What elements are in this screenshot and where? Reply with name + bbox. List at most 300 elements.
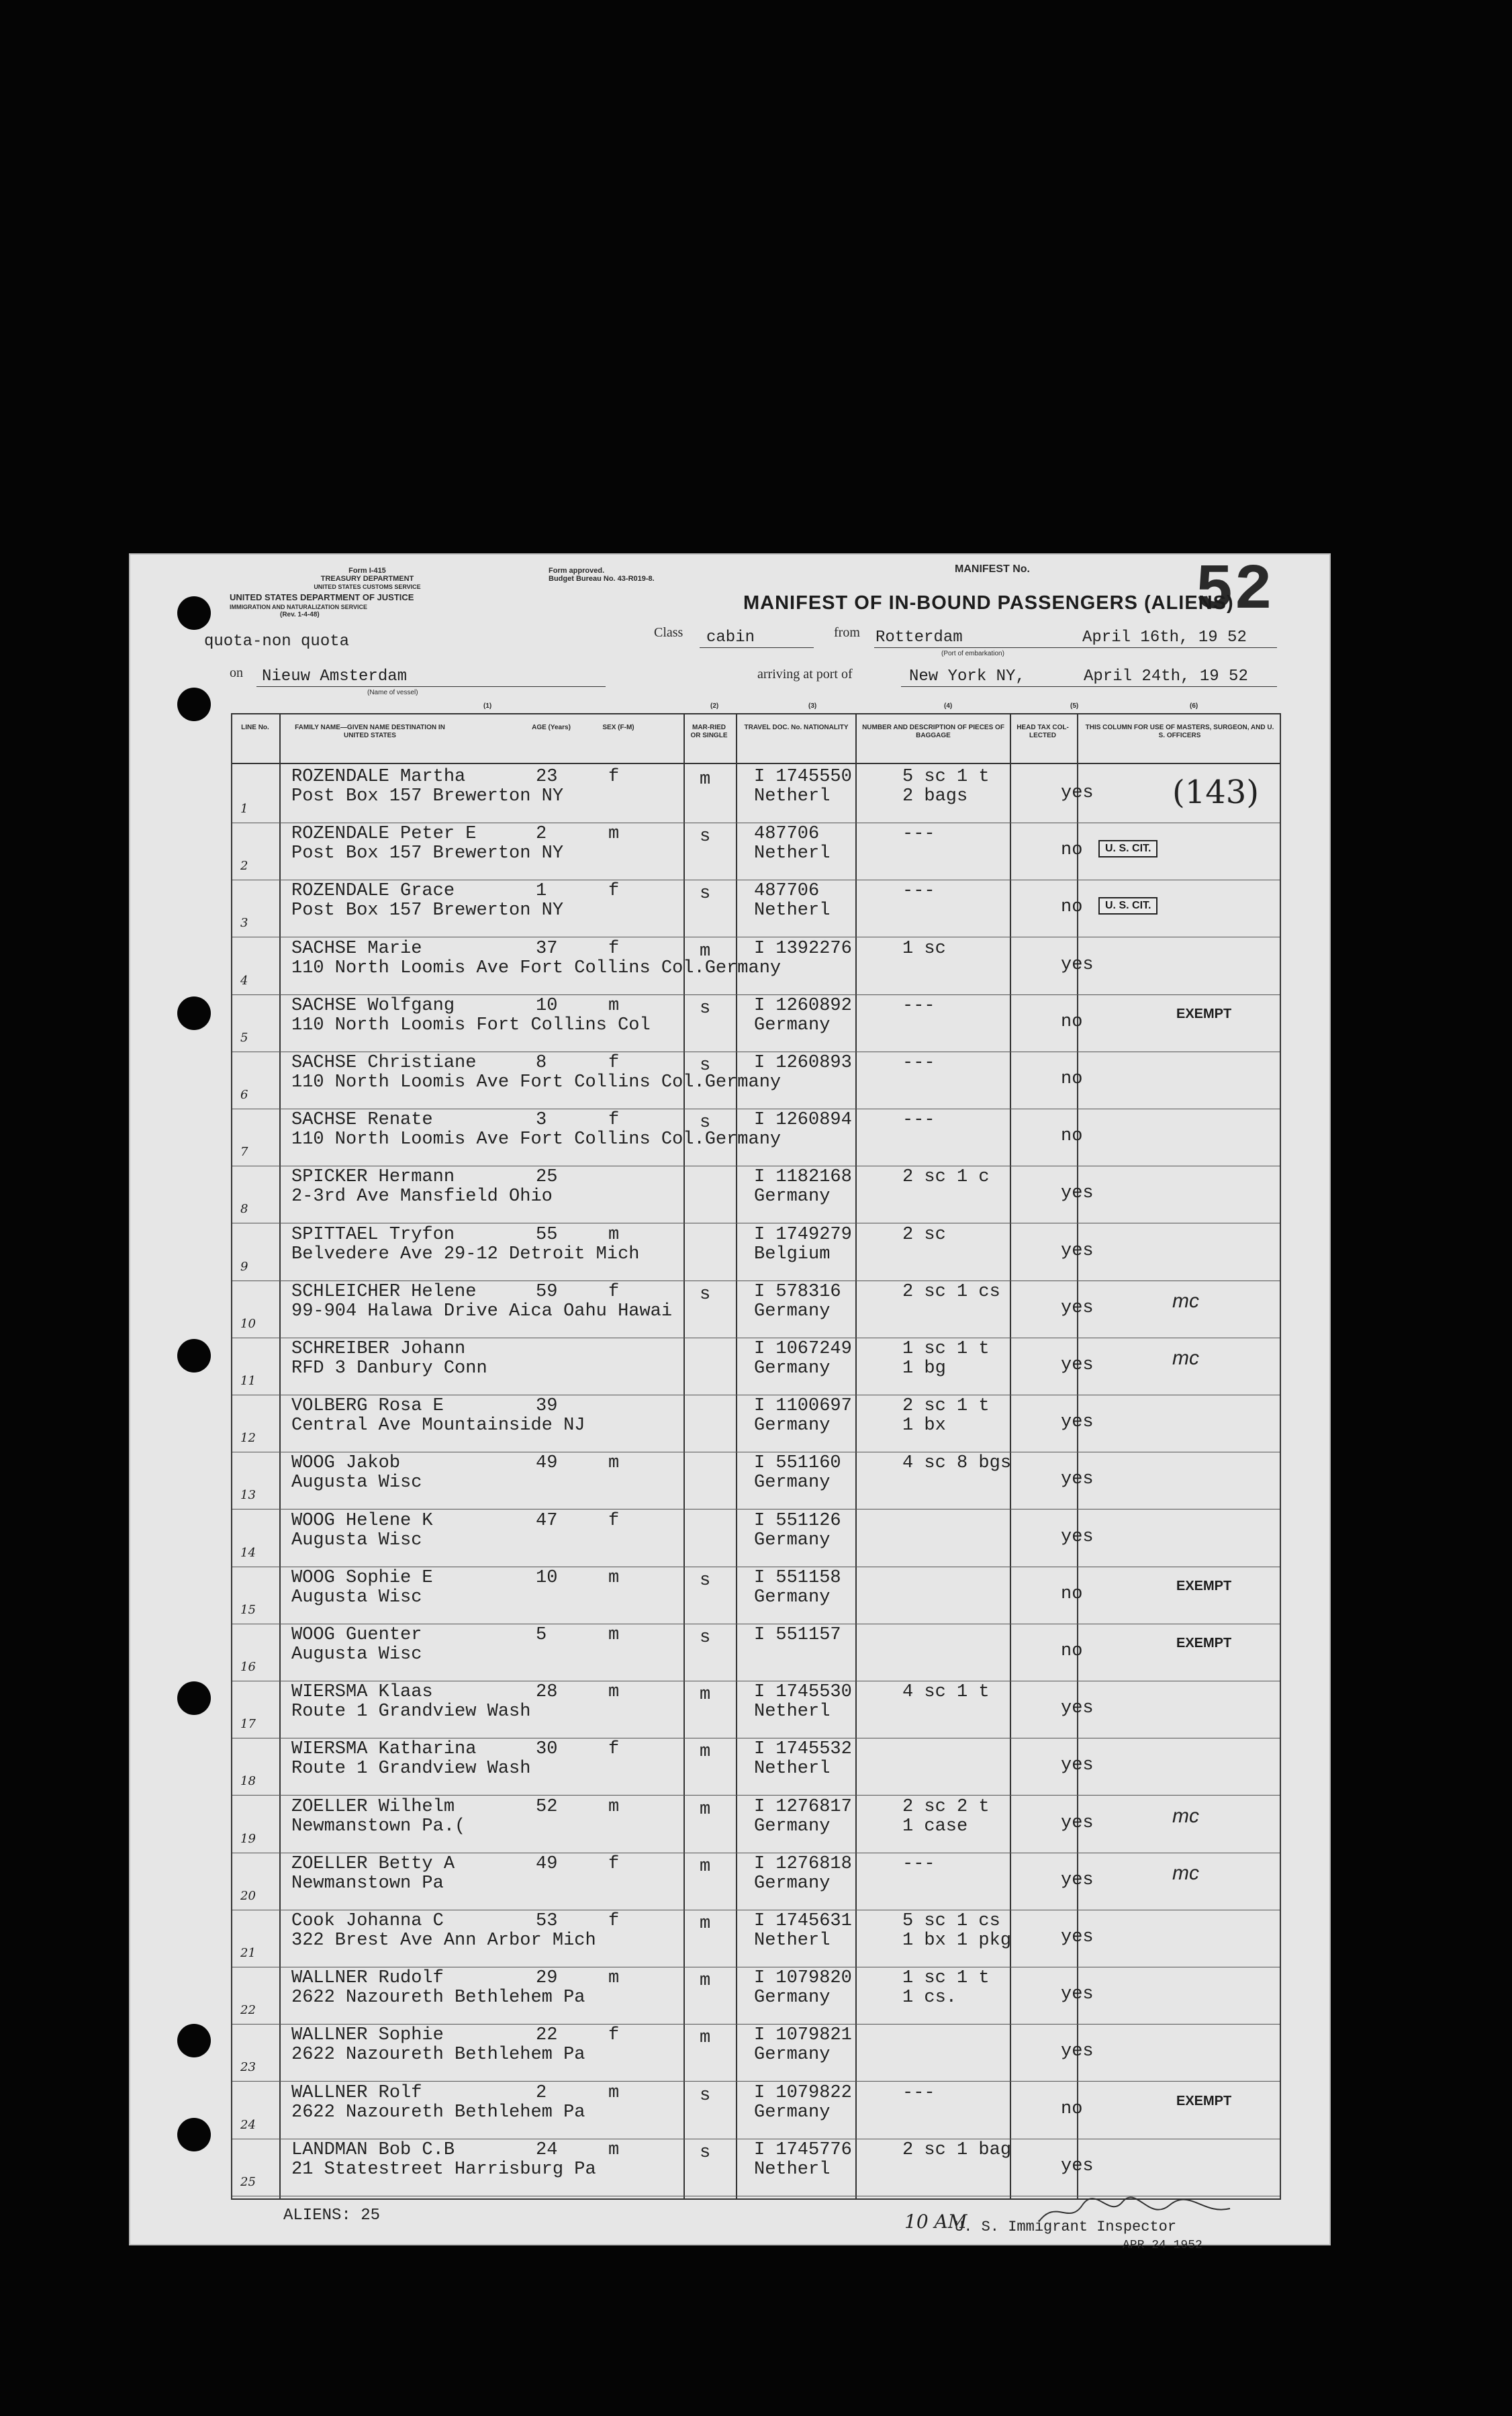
baggage: 2 sc 1 c	[902, 1167, 990, 1188]
line-number: 21	[240, 1946, 256, 1960]
head-tax: yes	[1061, 1183, 1094, 1204]
passenger-name: WOOG Sophie E	[291, 1567, 433, 1588]
officer-remark: EXEMPT	[1176, 2093, 1232, 2108]
officer-remark: mc	[1172, 1347, 1199, 1369]
head-tax: no	[1061, 2098, 1083, 2119]
table-row	[232, 764, 1280, 823]
line-number: 5	[240, 1030, 248, 1045]
baggage: 2 sc 1 bag	[902, 2139, 1012, 2160]
table-row	[232, 1279, 1280, 1338]
col-num-3: (3)	[808, 702, 817, 710]
nationality: Germany	[754, 1988, 831, 2008]
age: 37	[536, 938, 558, 959]
age: 10	[536, 1567, 558, 1588]
passenger-name: WOOG Guenter	[291, 1625, 422, 1645]
head-tax: yes	[1061, 1812, 1094, 1833]
nationality: Netherl	[754, 843, 831, 864]
travel-doc-number: I 1100697	[754, 1396, 852, 1417]
col-num-5: (5)	[1070, 702, 1079, 710]
officer-remark: U. S. CIT.	[1098, 840, 1157, 857]
age: 5	[536, 1625, 547, 1645]
age: 52	[536, 1796, 558, 1817]
nationality: Netherl	[754, 1702, 831, 1722]
baggage: ---	[902, 1053, 935, 1073]
nationality: Germany	[754, 1816, 831, 1837]
age: 29	[536, 1968, 558, 1989]
age: 49	[536, 1853, 558, 1874]
punch-hole	[177, 2118, 211, 2151]
age: 59	[536, 1281, 558, 1302]
nationality: Germany	[754, 1873, 831, 1894]
head-tax: yes	[1061, 2041, 1094, 2062]
travel-doc-number: I 1745532	[754, 1739, 852, 1760]
head-tax: yes	[1061, 1412, 1094, 1433]
table-row	[232, 1794, 1280, 1853]
marital-status: s	[700, 827, 711, 847]
sex: f	[608, 1110, 620, 1131]
travel-doc-number: I 1067249	[754, 1339, 852, 1359]
manifest-no-label: MANIFEST No.	[955, 563, 1030, 575]
vessel-note: (Name of vessel)	[367, 689, 418, 696]
nationality: Germany	[754, 1358, 831, 1379]
line-number: 3	[240, 916, 248, 931]
table-row	[232, 1050, 1280, 1109]
sex: m	[608, 2139, 620, 2160]
punch-hole	[177, 2024, 211, 2057]
from-label: from	[834, 625, 860, 640]
sex: m	[608, 1567, 620, 1588]
passenger-name: SCHREIBER Johann	[291, 1339, 466, 1359]
passenger-name: ZOELLER Wilhelm	[291, 1796, 455, 1817]
nationality: Germany	[754, 1587, 831, 1608]
destination: 2622 Nazoureth Bethlehem Pa	[291, 2045, 585, 2065]
passenger-name: SPITTAEL Tryfon	[291, 1224, 455, 1245]
sex: f	[608, 881, 620, 902]
passenger-name: SACHSE Christiane	[291, 1053, 477, 1073]
table-row	[232, 1679, 1280, 1738]
destination: Post Box 157 Brewerton NY	[291, 900, 564, 921]
baggage: 5 sc 1 cs	[902, 1911, 1000, 1931]
line-number: 17	[240, 1717, 256, 1732]
nationality: Netherl	[754, 1759, 831, 1779]
nationality: Netherl	[754, 900, 831, 921]
officer-remark: mc	[1172, 1289, 1199, 1312]
vessel-name: Nieuw Amsterdam	[262, 667, 408, 686]
age: 39	[536, 1396, 558, 1417]
head-tax: no	[1061, 1011, 1083, 1032]
line-number: 7	[240, 1145, 248, 1160]
passenger-name: WALLNER Rudolf	[291, 1968, 444, 1989]
marital-status: m	[700, 1971, 711, 1992]
line-number: 16	[240, 1660, 256, 1674]
destination: 322 Brest Ave Ann Arbor Mich	[291, 1931, 596, 1951]
marital-status: s	[700, 1284, 711, 1305]
table-row	[232, 1107, 1280, 1166]
sex: m	[608, 2082, 620, 2103]
sex: m	[608, 1224, 620, 1245]
arriving-label: arriving at port of	[757, 667, 853, 682]
table-row	[232, 1450, 1280, 1509]
sex: f	[608, 1853, 620, 1874]
arrival-underline	[901, 686, 1277, 687]
travel-doc-number: I 551158	[754, 1567, 841, 1588]
destination: RFD 3 Danbury Conn	[291, 1358, 487, 1379]
punch-hole	[177, 996, 211, 1030]
line-number: 9	[240, 1259, 248, 1274]
age: 10	[536, 995, 558, 1016]
col-num-4: (4)	[944, 702, 953, 710]
line-number: 15	[240, 1602, 256, 1617]
officer-remark: EXEMPT	[1176, 1006, 1232, 1021]
col-num-1: (1)	[483, 702, 492, 710]
baggage: ---	[902, 995, 935, 1016]
travel-doc-number: I 1260892	[754, 995, 852, 1016]
sex: m	[608, 1625, 620, 1645]
age: 1	[536, 881, 547, 902]
travel-doc-number: I 578316	[754, 1281, 841, 1302]
line-number: 13	[240, 1488, 256, 1503]
destination: 2622 Nazoureth Bethlehem Pa	[291, 1988, 585, 2008]
passenger-name: ROZENDALE Peter E	[291, 824, 477, 845]
passenger-name: ROZENDALE Grace	[291, 881, 455, 902]
customs-service: UNITED STATES CUSTOMS SERVICE	[314, 584, 421, 590]
form-number: Form I-415	[348, 567, 386, 575]
head-tax: no	[1061, 897, 1083, 918]
revision: (Rev. 1-4-48)	[280, 611, 320, 618]
age: 2	[536, 824, 547, 845]
nationality: Germany	[754, 1301, 831, 1321]
line-number: 24	[240, 2117, 256, 2132]
table-row	[232, 1164, 1280, 1223]
baggage-extra: 1 bx 1 pkg	[902, 1931, 1012, 1951]
arrival-date: April 24th, 19 52	[1084, 667, 1248, 686]
table-row	[232, 1965, 1280, 2025]
col-num-2: (2)	[710, 702, 719, 710]
age: 53	[536, 1911, 558, 1931]
table-row	[232, 1336, 1280, 1395]
baggage: ---	[902, 2082, 935, 2103]
treasury-dept: TREASURY DEPARTMENT	[320, 575, 414, 583]
table-row	[232, 2023, 1280, 2082]
sex: f	[608, 1281, 620, 1302]
age: 28	[536, 1682, 558, 1703]
nationality: Germany	[754, 1473, 831, 1493]
inspector-label: U. S. Immigrant Inspector	[955, 2219, 1177, 2235]
head-tax: no	[1061, 1583, 1083, 1604]
travel-doc-number: I 1745776	[754, 2139, 852, 2160]
nationality: Germany	[754, 2102, 831, 2123]
line-number: 10	[240, 1316, 256, 1331]
table-row	[232, 2080, 1280, 2139]
officer-remark: EXEMPT	[1176, 1578, 1232, 1593]
class-label: Class	[654, 625, 683, 640]
marital-status: s	[700, 998, 711, 1019]
sex: m	[608, 995, 620, 1016]
destination: Post Box 157 Brewerton NY	[291, 843, 564, 864]
table-row	[232, 2137, 1280, 2196]
sex: m	[608, 824, 620, 845]
baggage-extra: 1 case	[902, 1816, 968, 1837]
destination: 110 North Loomis Ave Fort Collins Col.Germany	[291, 1072, 782, 1093]
from-port: Rotterdam	[876, 629, 963, 647]
justice-dept: UNITED STATES DEPARTMENT OF JUSTICE	[230, 592, 414, 602]
head-tax: yes	[1061, 1240, 1094, 1261]
passenger-name: SACHSE Renate	[291, 1110, 433, 1131]
sex: m	[608, 1453, 620, 1474]
punch-hole	[177, 688, 211, 721]
table-row	[232, 1908, 1280, 1967]
travel-doc-number: I 1392276	[754, 938, 852, 959]
line-number: 11	[240, 1374, 256, 1388]
inspector-signature	[1035, 2192, 1237, 2232]
age: 55	[536, 1224, 558, 1245]
sex: m	[608, 1796, 620, 1817]
head-tax: yes	[1061, 2155, 1094, 2176]
punch-hole	[177, 596, 211, 630]
baggage: 2 sc 1 cs	[902, 1281, 1000, 1302]
travel-doc-number: I 1745631	[754, 1911, 852, 1931]
passenger-name: SACHSE Marie	[291, 938, 422, 959]
baggage: ---	[902, 824, 935, 845]
passenger-name: SACHSE Wolfgang	[291, 995, 455, 1016]
passenger-name: ZOELLER Betty A	[291, 1853, 455, 1874]
line-number: 1	[240, 802, 248, 816]
head-tax: yes	[1061, 1755, 1094, 1776]
marital-status: s	[700, 2085, 711, 2106]
ins-service: IMMIGRATION AND NATURALIZATION SERVICE	[230, 604, 367, 610]
passenger-name: WOOG Jakob	[291, 1453, 401, 1474]
age: 24	[536, 2139, 558, 2160]
table-row	[232, 993, 1280, 1052]
travel-doc-number: I 1749279	[754, 1224, 852, 1245]
head-tax: yes	[1061, 1355, 1094, 1375]
destination: Route 1 Grandview Wash	[291, 1702, 531, 1722]
baggage: 2 sc	[902, 1224, 946, 1245]
passenger-name: WOOG Helene K	[291, 1510, 433, 1531]
nationality: Germany	[754, 1015, 831, 1035]
marital-status: s	[700, 1113, 711, 1133]
table-row	[232, 1565, 1280, 1624]
officer-remark: mc	[1172, 1804, 1199, 1827]
baggage: 1 sc 1 t	[902, 1968, 990, 1989]
baggage: 1 sc 1 t	[902, 1339, 990, 1359]
passenger-name: Cook Johanna C	[291, 1911, 444, 1931]
baggage: 4 sc 1 t	[902, 1682, 990, 1703]
line-number: 18	[240, 1774, 256, 1789]
passenger-name: VOLBERG Rosa E	[291, 1396, 444, 1417]
nationality: Germany	[754, 1415, 831, 1436]
head-tax: yes	[1061, 783, 1094, 803]
destination: Newmanstown Pa.(	[291, 1816, 466, 1837]
travel-doc-number: I 1745550	[754, 767, 852, 787]
officer-remark: EXEMPT	[1176, 1636, 1232, 1651]
baggage-extra: 2 bags	[902, 786, 968, 806]
from-underline	[874, 647, 1277, 648]
head-tax: yes	[1061, 1297, 1094, 1318]
destination: 110 North Loomis Fort Collins Col	[291, 1015, 651, 1035]
travel-doc-number: I 1079821	[754, 2025, 852, 2046]
travel-doc-number: I 1276818	[754, 1853, 852, 1874]
sex: m	[608, 1682, 620, 1703]
sex: f	[608, 1739, 620, 1760]
baggage-extra: 1 bx	[902, 1415, 946, 1436]
table-row	[232, 1508, 1280, 1567]
table-row	[232, 1622, 1280, 1681]
age: 3	[536, 1110, 547, 1131]
destination: Post Box 157 Brewerton NY	[291, 786, 564, 806]
sex: f	[608, 1510, 620, 1531]
line-number: 4	[240, 973, 248, 988]
head-tax: yes	[1061, 1927, 1094, 1947]
aliens-total: ALIENS: 25	[283, 2206, 381, 2225]
destination: Augusta Wisc	[291, 1473, 422, 1493]
age: 49	[536, 1453, 558, 1474]
vessel-underline	[256, 686, 606, 687]
sex: f	[608, 1911, 620, 1931]
line-number: 23	[240, 2060, 256, 2075]
punch-hole	[177, 1339, 211, 1373]
marital-status: m	[700, 1856, 711, 1877]
class-underline	[700, 647, 814, 648]
destination: 2622 Nazoureth Bethlehem Pa	[291, 2102, 585, 2123]
nationality: Netherl	[754, 2159, 831, 2180]
travel-doc-number: 487706	[754, 824, 820, 845]
age: 2	[536, 2082, 547, 2103]
travel-doc-number: I 551160	[754, 1453, 841, 1474]
col-name-header: FAMILY NAME—GIVEN NAME DESTINATION IN UNITED STATES	[295, 724, 445, 739]
travel-doc-number: I 1182168	[754, 1167, 852, 1188]
inspector-date-stamp: APR 24 1952	[1123, 2239, 1202, 2252]
passenger-name: SPICKER Hermann	[291, 1167, 455, 1188]
age: 8	[536, 1053, 547, 1073]
manifest-table	[231, 713, 1281, 2200]
baggage: 5 sc 1 t	[902, 767, 990, 787]
col-doc-header: TRAVEL DOC. No. NATIONALITY	[744, 724, 849, 731]
head-tax: no	[1061, 1069, 1083, 1089]
nationality: Netherl	[754, 1931, 831, 1951]
passenger-name: WALLNER Sophie	[291, 2025, 444, 2046]
head-tax: yes	[1061, 954, 1094, 975]
passenger-name: SCHLEICHER Helene	[291, 1281, 477, 1302]
embark-note: (Port of embarkation)	[941, 650, 1004, 657]
table-row	[232, 878, 1280, 937]
travel-doc-number: I 551157	[754, 1625, 841, 1645]
table-row	[232, 1736, 1280, 1796]
head-tax: yes	[1061, 1526, 1094, 1547]
marital-status: m	[700, 770, 711, 790]
travel-doc-number: I 1079820	[754, 1968, 852, 1989]
baggage: ---	[902, 1110, 935, 1131]
marital-status: m	[700, 1742, 711, 1763]
destination: Central Ave Mountainside NJ	[291, 1415, 585, 1436]
sex: f	[608, 938, 620, 959]
passenger-rows	[232, 764, 1280, 2194]
time-note: 10 AM	[904, 2211, 967, 2233]
col-officers-header: THIS COLUMN FOR USE OF MASTERS, SURGEON, AND U. S. OFFICERS	[1085, 724, 1274, 739]
marital-status: m	[700, 1685, 711, 1706]
col-married-header: MAR-RIED OR SINGLE	[690, 724, 728, 739]
col-baggage-header: NUMBER AND DESCRIPTION OF PIECES OF BAGGAGE	[862, 724, 1004, 739]
travel-doc-number: I 1260893	[754, 1053, 852, 1073]
table-row	[232, 1222, 1280, 1281]
on-label: on	[230, 665, 243, 680]
line-number: 20	[240, 1888, 256, 1903]
travel-doc-number: I 1745530	[754, 1682, 852, 1703]
destination: Augusta Wisc	[291, 1644, 422, 1665]
passenger-name: ROZENDALE Martha	[291, 767, 466, 787]
embark-date: April 16th, 19 52	[1082, 629, 1247, 647]
table-row	[232, 821, 1280, 880]
destination: 21 Statestreet Harrisburg Pa	[291, 2159, 596, 2180]
baggage: 2 sc 1 t	[902, 1396, 990, 1417]
passenger-count-circle: (143)	[1172, 774, 1260, 811]
line-number: 25	[240, 2174, 256, 2189]
marital-status: s	[700, 1628, 711, 1648]
destination: Augusta Wisc	[291, 1587, 422, 1608]
arrival-port: New York NY,	[909, 667, 1025, 686]
officer-remark: U. S. CIT.	[1098, 897, 1157, 915]
head-tax: yes	[1061, 1698, 1094, 1719]
marital-status: m	[700, 2028, 711, 2049]
class-value: cabin	[706, 629, 755, 647]
col-num-6: (6)	[1190, 702, 1198, 710]
passenger-name: LANDMAN Bob C.B	[291, 2139, 455, 2160]
baggage: ---	[902, 1853, 935, 1874]
baggage-extra: 1 cs.	[902, 1988, 957, 2008]
table-row	[232, 1393, 1280, 1452]
line-number: 2	[240, 859, 248, 874]
travel-doc-number: 487706	[754, 881, 820, 902]
marital-status: m	[700, 1799, 711, 1820]
marital-status: m	[700, 1914, 711, 1934]
marital-status: s	[700, 1056, 711, 1076]
destination: Augusta Wisc	[291, 1530, 422, 1550]
head-tax: yes	[1061, 1469, 1094, 1490]
travel-doc-number: I 1260894	[754, 1110, 852, 1131]
destination: Newmanstown Pa	[291, 1873, 444, 1894]
passenger-name: WALLNER Rolf	[291, 2082, 422, 2103]
head-tax: no	[1061, 1126, 1083, 1147]
line-number: 22	[240, 2003, 256, 2018]
nationality: Germany	[754, 1187, 831, 1207]
officer-remark: mc	[1172, 1861, 1199, 1884]
baggage: 2 sc 2 t	[902, 1796, 990, 1817]
head-tax: no	[1061, 1641, 1083, 1661]
manifest-title: MANIFEST OF IN-BOUND PASSENGERS (ALIENS)	[743, 592, 1234, 614]
destination: 99-904 Halawa Drive Aica Oahu Hawai	[291, 1301, 673, 1321]
col-age-header: AGE (Years)	[532, 724, 571, 731]
baggage: 4 sc 8 bgs	[902, 1453, 1012, 1474]
destination: 110 North Loomis Ave Fort Collins Col.Germany	[291, 1129, 782, 1150]
passenger-name: WIERSMA Klaas	[291, 1682, 433, 1703]
age: 22	[536, 2025, 558, 2046]
travel-doc-number: I 1276817	[754, 1796, 852, 1817]
head-tax: yes	[1061, 1869, 1094, 1890]
punch-hole	[177, 1681, 211, 1715]
line-number: 12	[240, 1431, 256, 1446]
age: 47	[536, 1510, 558, 1531]
col-tax-header: HEAD TAX COL-LECTED	[1017, 724, 1069, 739]
sex: f	[608, 1053, 620, 1073]
marital-status: s	[700, 1570, 711, 1591]
line-number: 14	[240, 1545, 256, 1560]
col-line-header: LINE No.	[241, 724, 269, 731]
quota-note: quota-non quota	[204, 633, 350, 651]
destination: 110 North Loomis Ave Fort Collins Col.Germany	[291, 958, 782, 978]
form-approved: Form approved.	[549, 567, 605, 575]
line-number: 19	[240, 1831, 256, 1846]
sex: m	[608, 1968, 620, 1989]
